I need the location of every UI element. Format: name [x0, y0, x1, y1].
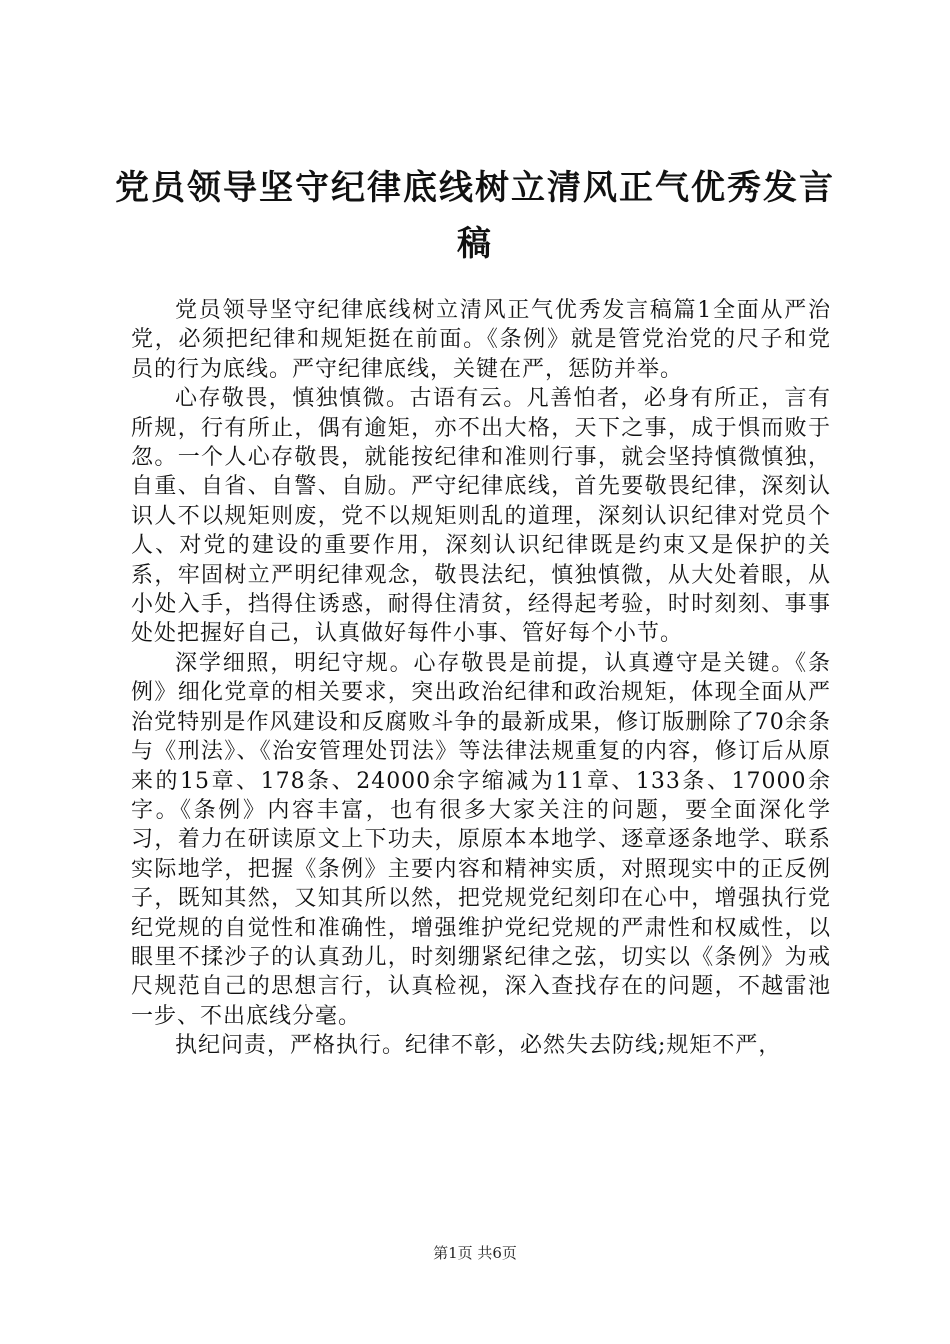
document-body [131, 296, 831, 1061]
paragraph: 执纪问责，严格执行。纪律不彰，必然失去防线;规矩不严， [175, 1033, 782, 1059]
paragraph: 心存敬畏，慎独慎微。古语有云。凡善怕者，必身有所正，言有所规，行有所止，偶有逾矩，亦不出大格，天下之事，成于惧而败于忽。一个人心存敬畏，就能按纪律和准则行事，就会坚持慎微慎独，自重、自省、自警、自励。严守纪律底线，首先要敬畏纪律，深刻认识人不以规矩则废，党不以规矩则乱的道理，深刻认识纪律对党员个人、对党的建设的重要作用，深刻认识纪律既是约束又是保护的关系，牢固树立严明纪律观念，敬畏法纪，慎独慎微，从大处着眼，从小处入手，挡得住诱惑，耐得住清贫，经得起考验，时时刻刻、事事处处把握好自己，认真做好每件小事、管好每个小节。 [131, 386, 831, 647]
paragraph: 深学细照，明纪守规。心存敬畏是前提，认真遵守是关键。《条例》细化党章的相关要求，突出政治纪律和政治规矩，体现全面从严治党特别是作风建设和反腐败斗争的最新成果，修订版删除了70余条与《刑法》、《治安管理处罚法》等法律法规重复的内容，修订后从原来的15章、178条、24000余字缩减为11章、133条、17000余字。《条例》内容丰富，也有很多大家关注的问题，要全面深化学习，着力在研读原文上下功夫，原原本本地学、逐章逐条地学、联系实际地学，把握《条例》主要内容和精神实质，对照现实中的正反例子，既知其然，又知其所以然，把党规党纪刻印在心中，增强执行党纪党规的自觉性和准确性，增强维护党纪党规的严肃性和权威性，以眼里不揉沙子的认真劲儿，时刻绷紧纪律之弦，切实以《条例》为戒尺规范自己的思想言行，认真检视，深入查找存在的问题，不越雷池一步、不出底线分毫。 [131, 650, 831, 1029]
document-title: 党员领导坚守纪律底线树立清风正气优秀发言稿 [115, 168, 835, 264]
paragraph: 党员领导坚守纪律底线树立清风正气优秀发言稿篇1全面从严治党，必须把纪律和规矩挺在前面。《条例》就是管党治党的尺子和党员的行为底线。严守纪律底线，关键在严，惩防并举。 [131, 298, 831, 382]
page-footer: 第1页 共6页 [433, 1244, 517, 1262]
